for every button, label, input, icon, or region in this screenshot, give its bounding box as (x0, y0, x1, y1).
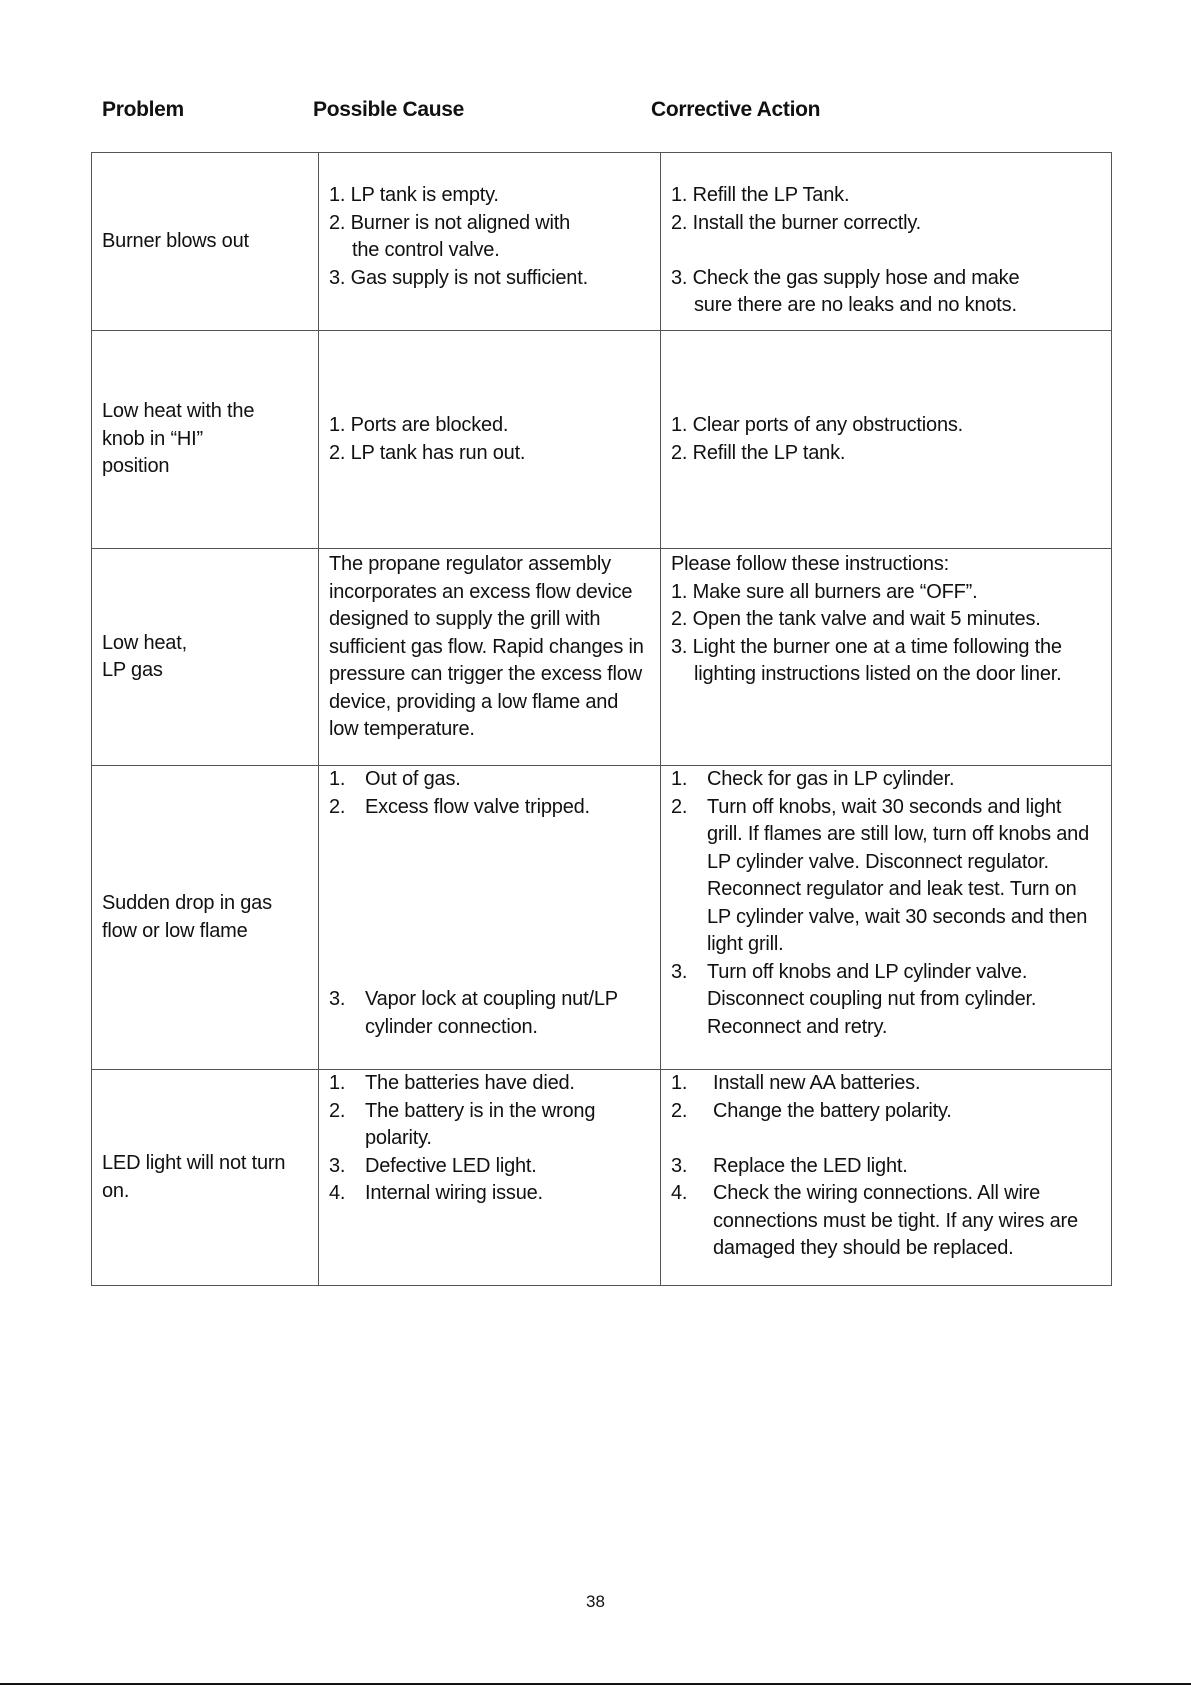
list-number: 2. (671, 1099, 688, 1122)
problem-cell (92, 331, 319, 549)
action-cell (661, 331, 1112, 549)
list-number: 1. (329, 768, 346, 790)
problem-text: Burner blows out (102, 229, 249, 252)
problem-cell (92, 153, 319, 331)
action-line: Please follow these instructions: (671, 553, 949, 575)
cause-line: the control valve. (352, 239, 500, 261)
list-item: LP cylinder valve, wait 30 seconds and then (707, 905, 1088, 928)
cause-line: device, providing a low flame and (329, 690, 619, 713)
list-number: 3. (671, 960, 688, 983)
list-item: polarity. (365, 1127, 432, 1149)
list-item: light grill. (707, 933, 784, 955)
cause-list (329, 986, 650, 1041)
action-line: 1. Clear ports of any obstructions. (671, 414, 964, 436)
list-item: Disconnect coupling nut from cylinder. (707, 988, 1037, 1010)
list-item: damaged they should be replaced. (713, 1237, 1014, 1259)
column-header-possible-cause: Possible Cause (313, 98, 465, 121)
problem-text: knob in “HI” (102, 427, 203, 450)
action-cell (661, 549, 1112, 766)
list-item: Out of gas. (365, 768, 461, 790)
list-number: 3. (329, 988, 346, 1010)
cause-line: designed to supply the grill with (329, 608, 601, 630)
cause-list (329, 1070, 650, 1208)
problem-text: Low heat, (102, 631, 187, 654)
list-number: 4. (671, 1182, 688, 1204)
problem-text: flow or low flame (102, 919, 248, 942)
list-item: Check the wiring connections. All wire (713, 1182, 1040, 1204)
action-cell (661, 1070, 1112, 1286)
list-item: The battery is in the wrong (365, 1099, 596, 1122)
action-line: sure there are no leaks and no knots. (694, 294, 1017, 316)
column-header-problem: Problem (102, 98, 184, 121)
action-list (671, 1070, 1101, 1263)
problem-text: Sudden drop in gas (102, 892, 272, 914)
list-item: Turn off knobs and LP cylinder valve. (707, 960, 1028, 983)
cause-cell (319, 153, 661, 331)
list-item: Install new AA batteries. (713, 1072, 921, 1094)
table-row (92, 331, 1112, 549)
page-number: 38 (586, 1592, 605, 1611)
problem-text: position (102, 455, 170, 478)
troubleshooting-table (91, 152, 1112, 1286)
list-item: Replace the LED light. (713, 1154, 908, 1177)
table-row (92, 549, 1112, 766)
cause-line: 2. LP tank has run out. (329, 441, 526, 464)
cause-cell (319, 766, 661, 1070)
action-cell (661, 153, 1112, 331)
problem-cell (92, 1070, 319, 1286)
cause-line: 3. Gas supply is not sufficient. (329, 266, 588, 289)
list-number: 3. (671, 1154, 688, 1177)
action-line: 3. Light the burner one at a time following the (671, 635, 1062, 658)
list-item: LP cylinder valve. Disconnect regulator. (707, 850, 1049, 873)
problem-text: Low heat with the (102, 400, 255, 423)
list-item: Check for gas in LP cylinder. (707, 768, 955, 790)
cause-line: 1. Ports are blocked. (329, 414, 509, 436)
cause-line: 1. LP tank is empty. (329, 184, 499, 206)
list-number: 1. (671, 768, 688, 790)
list-item: Reconnect regulator and leak test. Turn on (707, 878, 1077, 900)
action-line: 1. Make sure all burners are “OFF”. (671, 580, 978, 603)
action-cell (661, 766, 1112, 1070)
cause-list (329, 766, 650, 821)
list-item: connections must be tight. If any wires are (713, 1209, 1078, 1232)
action-line (671, 237, 1101, 265)
cause-line: pressure can trigger the excess flow (329, 663, 642, 685)
problem-text: on. (102, 1179, 130, 1202)
action-line: 3. Check the gas supply hose and make (671, 266, 1020, 289)
list-item: Change the battery polarity. (713, 1099, 952, 1122)
list-number: 2. (329, 795, 346, 818)
list-item: Excess flow valve tripped. (365, 795, 590, 818)
list-number: 3. (329, 1154, 346, 1177)
cause-cell (319, 549, 661, 766)
cause-cell (319, 331, 661, 549)
cause-line: 2. Burner is not aligned with (329, 211, 571, 234)
list-number: 2. (329, 1099, 346, 1122)
list-item: grill. If flames are still low, turn off knobs and (707, 823, 1090, 845)
list-number: 1. (329, 1072, 346, 1094)
cause-line: The propane regulator assembly (329, 553, 611, 575)
table-row (92, 766, 1112, 1070)
action-line: 2. Open the tank valve and wait 5 minutes. (671, 608, 1041, 630)
action-line: lighting instructions listed on the door liner. (694, 663, 1062, 685)
list-item: Reconnect and retry. (707, 1015, 888, 1038)
list-item: Internal wiring issue. (365, 1182, 543, 1204)
problem-text: LED light will not turn (102, 1152, 286, 1174)
table-row (92, 153, 1112, 331)
problem-cell (92, 549, 319, 766)
list-number: 1. (671, 1072, 688, 1094)
column-header-corrective-action: Corrective Action (651, 98, 821, 121)
action-list (671, 766, 1101, 1041)
list-item: cylinder connection. (365, 1015, 538, 1038)
list-item: Vapor lock at coupling nut/LP (365, 988, 618, 1010)
list-number: 4. (329, 1182, 346, 1204)
action-line: 2. Refill the LP tank. (671, 441, 846, 464)
action-line: 1. Refill the LP Tank. (671, 184, 850, 206)
cause-cell (319, 1070, 661, 1286)
table-row (92, 1070, 1112, 1286)
list-item: The batteries have died. (365, 1072, 575, 1094)
cause-line: low temperature. (329, 718, 475, 740)
list-number: 2. (671, 795, 688, 818)
problem-cell (92, 766, 319, 1070)
action-line: 2. Install the burner correctly. (671, 211, 922, 234)
list-item: Turn off knobs, wait 30 seconds and light (707, 795, 1062, 818)
cause-line: sufficient gas flow. Rapid changes in (329, 635, 644, 658)
list-item: Defective LED light. (365, 1154, 537, 1177)
cause-line: incorporates an excess flow device (329, 580, 633, 603)
problem-text: LP gas (102, 659, 163, 681)
